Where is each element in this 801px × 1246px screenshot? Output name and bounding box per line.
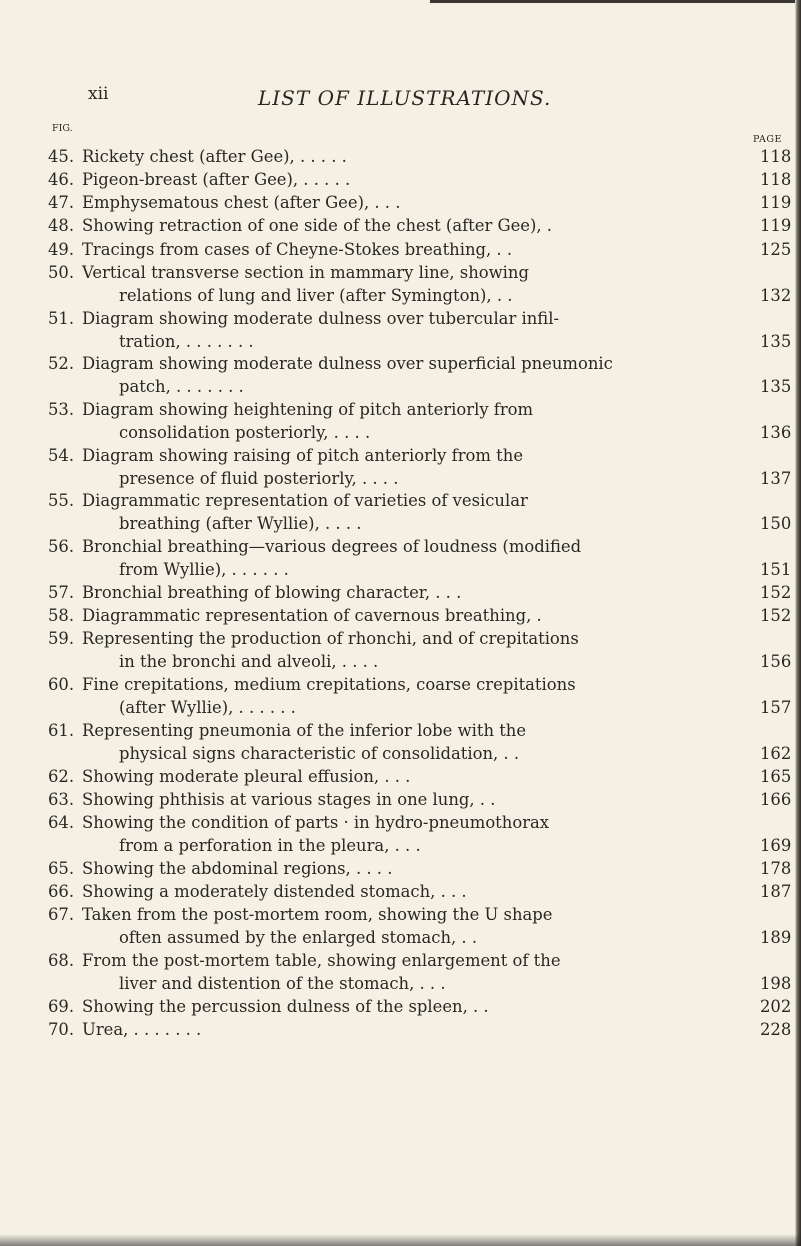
page-reference: 169	[760, 836, 792, 855]
page-reference: 135	[760, 332, 792, 351]
caption-line-2: in the bronchi and alveoli, . . . .	[119, 652, 379, 671]
list-item	[48, 951, 792, 997]
caption-line-2: tration, . . . . . . .	[119, 332, 254, 351]
list-item	[48, 905, 792, 951]
caption-line-1: Bronchial breathing—various degrees of loudness (modified	[82, 537, 582, 556]
list-item	[48, 354, 792, 400]
figure-number: 54.	[48, 446, 75, 465]
page-reference: 157	[760, 698, 792, 717]
page-reference: 150	[760, 514, 792, 533]
list-item	[48, 882, 792, 905]
list-item	[48, 309, 792, 355]
page-reference: 162	[760, 744, 792, 763]
page-reference: 137	[760, 469, 792, 488]
fig-column-label: FIG.	[52, 123, 73, 134]
list-item	[48, 997, 792, 1020]
figure-number: 46.	[48, 170, 75, 189]
caption-line-1: Tracings from cases of Cheyne-Stokes breathing, . .	[82, 240, 513, 259]
figure-number: 51.	[48, 309, 75, 328]
list-item	[48, 446, 792, 492]
page-number: xii	[88, 84, 109, 104]
figure-number: 57.	[48, 583, 75, 602]
figure-number: 69.	[48, 997, 75, 1016]
caption-line-1: Bronchial breathing of blowing character, . . .	[82, 583, 462, 602]
page-reference: 178	[760, 859, 792, 878]
page-reference: 152	[760, 606, 792, 625]
figure-number: 56.	[48, 537, 75, 556]
caption-line-1: Showing the percussion dulness of the spleen, . .	[82, 997, 489, 1016]
caption-line-1: Showing the abdominal regions, . . . .	[82, 859, 393, 878]
figure-number: 47.	[48, 193, 75, 212]
list-item	[48, 400, 792, 446]
caption-line-1: Showing a moderately distended stomach, . . .	[82, 882, 467, 901]
list-item	[48, 263, 792, 309]
list-item	[48, 629, 792, 675]
caption-line-1: Diagram showing raising of pitch anteriorly from the	[82, 446, 524, 465]
figure-number: 58.	[48, 606, 75, 625]
page-reference: 156	[760, 652, 792, 671]
page-reference: 228	[760, 1020, 792, 1039]
page-reference: 119	[760, 193, 792, 212]
page-reference: 165	[760, 767, 792, 786]
page-reference: 118	[760, 170, 792, 189]
caption-line-2: breathing (after Wyllie), . . . .	[119, 514, 362, 533]
caption-line-1: Representing the production of rhonchi, and of crepitations	[82, 629, 579, 648]
list-item	[48, 193, 792, 216]
page-reference: 136	[760, 423, 792, 442]
list-item	[48, 767, 792, 790]
caption-line-1: Urea, . . . . . . .	[82, 1020, 202, 1039]
figure-number: 61.	[48, 721, 75, 740]
page-reference: 166	[760, 790, 792, 809]
caption-line-1: Showing moderate pleural effusion, . . .	[82, 767, 411, 786]
caption-line-1: Diagram showing moderate dulness over tubercular infil-	[82, 309, 560, 328]
caption-line-2: consolidation posteriorly, . . . .	[119, 423, 371, 442]
list-item	[48, 790, 792, 813]
caption-line-2: from a perforation in the pleura, . . .	[119, 836, 421, 855]
caption-line-2: patch, . . . . . . .	[119, 377, 244, 396]
page-reference: 119	[760, 216, 792, 235]
list-item	[48, 147, 792, 170]
page-reference: 125	[760, 240, 792, 259]
caption-line-1: Diagrammatic representation of cavernous breathing, .	[82, 606, 542, 625]
list-item	[48, 583, 792, 606]
figure-number: 60.	[48, 675, 75, 694]
figure-number: 64.	[48, 813, 75, 832]
caption-line-2: relations of lung and liver (after Symington), . .	[119, 286, 513, 305]
list-item	[48, 537, 792, 583]
page-reference: 152	[760, 583, 792, 602]
caption-line-1: Emphysematous chest (after Gee), . . .	[82, 193, 401, 212]
page-reference: 198	[760, 974, 792, 993]
caption-line-2: physical signs characteristic of consolidation, . .	[119, 744, 520, 763]
caption-line-2: often assumed by the enlarged stomach, . .	[119, 928, 478, 947]
figure-number: 49.	[48, 240, 75, 259]
caption-line-1: Diagram showing moderate dulness over superficial pneumonic	[82, 354, 613, 373]
page-column-label: PAGE	[753, 134, 782, 145]
top-rule	[430, 0, 801, 3]
caption-line-1: Fine crepitations, medium crepitations, coarse crepitations	[82, 675, 576, 694]
list-item	[48, 859, 792, 882]
list-item	[48, 216, 792, 239]
caption-line-1: Showing the condition of parts · in hydro-pneumothorax	[82, 813, 550, 832]
caption-line-1: Showing phthisis at various stages in one lung, . .	[82, 790, 496, 809]
figure-number: 68.	[48, 951, 75, 970]
list-item	[48, 721, 792, 767]
page-reference: 202	[760, 997, 792, 1016]
caption-line-1: Representing pneumonia of the inferior lobe with the	[82, 721, 527, 740]
list-item	[48, 170, 792, 193]
caption-line-2: liver and distention of the stomach, . . .	[119, 974, 446, 993]
caption-line-1: Taken from the post-mortem room, showing the U shape	[82, 905, 553, 924]
list-item	[48, 813, 792, 859]
figure-number: 66.	[48, 882, 75, 901]
figure-number: 52.	[48, 354, 75, 373]
figure-number: 45.	[48, 147, 75, 166]
caption-line-1: Showing retraction of one side of the chest (after Gee), .	[82, 216, 553, 235]
caption-line-2: (after Wyllie), . . . . . .	[119, 698, 296, 717]
page-bottom-shadow	[0, 1234, 801, 1246]
page-reference: 187	[760, 882, 792, 901]
figure-number: 70.	[48, 1020, 75, 1039]
list-item	[48, 1020, 792, 1043]
caption-line-2: from Wyllie), . . . . . .	[119, 560, 289, 579]
figure-number: 59.	[48, 629, 75, 648]
figure-number: 50.	[48, 263, 75, 282]
page-title: LIST OF ILLUSTRATIONS.	[258, 86, 552, 110]
figure-number: 67.	[48, 905, 75, 924]
page-reference: 135	[760, 377, 792, 396]
list-item	[48, 240, 792, 263]
figure-number: 65.	[48, 859, 75, 878]
caption-line-1: Pigeon-breast (after Gee), . . . . .	[82, 170, 351, 189]
caption-line-1: Diagram showing heightening of pitch anteriorly from	[82, 400, 534, 419]
caption-line-2: presence of fluid posteriorly, . . . .	[119, 469, 399, 488]
caption-line-1: From the post-mortem table, showing enlargement of the	[82, 951, 561, 970]
page-reference: 118	[760, 147, 792, 166]
page-reference: 132	[760, 286, 792, 305]
caption-line-1: Rickety chest (after Gee), . . . . .	[82, 147, 347, 166]
figure-number: 48.	[48, 216, 75, 235]
figure-number: 53.	[48, 400, 75, 419]
list-item	[48, 606, 792, 629]
page-reference: 189	[760, 928, 792, 947]
list-item	[48, 491, 792, 537]
figure-number: 55.	[48, 491, 75, 510]
caption-line-1: Diagrammatic representation of varieties of vesicular	[82, 491, 528, 510]
page-reference: 151	[760, 560, 792, 579]
caption-line-1: Vertical transverse section in mammary line, showing	[82, 263, 529, 282]
figure-number: 63.	[48, 790, 75, 809]
list-item	[48, 675, 792, 721]
figure-number: 62.	[48, 767, 75, 786]
